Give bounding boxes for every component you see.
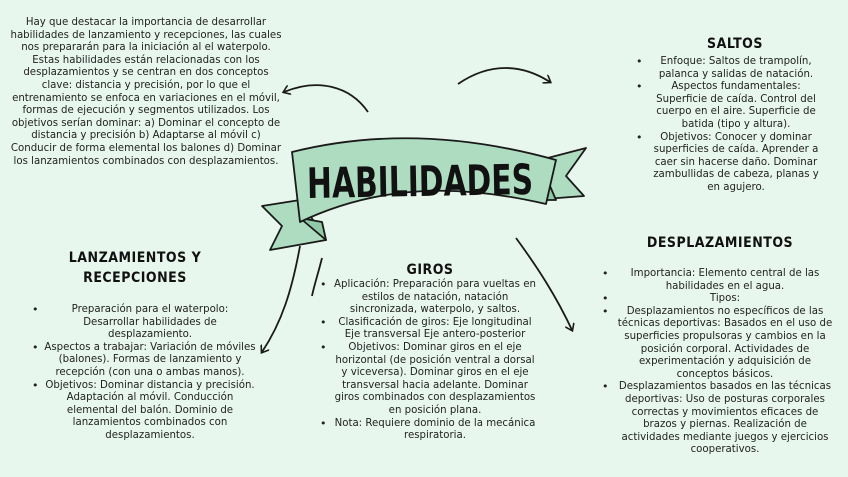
- center-title: HABILIDADES: [306, 153, 595, 208]
- arrow-to-lanzamientos: [262, 246, 300, 352]
- list-item: • Desplazamientos no específicos de las técnicas deportivas: Basados en el uso de superficies propulsoras y cambios en la posición corporal. Actividades de experimentación y adquisición de conceptos básicos.: [614, 306, 836, 382]
- list-item: • Desplazamientos basados en las técnicas deportivas: Uso de posturas corporales correctas y movimientos eficaces de brazos y piernas. Realización de actividades mediante juegos y ejercicios cooperativos.: [614, 381, 836, 457]
- giros-title: GIROS: [406, 262, 454, 278]
- desplazamientos-section: [600, 268, 836, 457]
- arrow-to-intro: [284, 85, 368, 112]
- list-item: • Clasificación de giros: Eje longitudinal Eje transversal Eje antero-posterior: [332, 317, 538, 342]
- saltos-title: SALTOS: [707, 36, 763, 52]
- list-item: • Nota: Requiere dominio de la mecánica respiratoria.: [332, 418, 538, 443]
- list-item: • Preparación para el waterpolo: Desarrollar habilidades de desplazamiento.: [44, 304, 256, 342]
- list-item: • Aspectos fundamentales: Superficie de caída. Control del cuerpo en el aire. Superficie de batida (tipo y altura).: [648, 81, 824, 131]
- list-item: • Tipos:: [614, 293, 836, 306]
- list-item: • Objetivos: Dominar distancia y precisión. Adaptación al móvil. Conducción elemental del balón. Dominio de lanzamientos combinados con desplazamientos.: [44, 380, 256, 443]
- saltos-section: [634, 56, 824, 195]
- arrow-to-saltos: [458, 68, 550, 84]
- lanzamientos-section: [30, 304, 256, 443]
- list-item: • Aplicación: Preparación para vueltas en estilos de natación, natación sincronizada, waterpolo, y saltos.: [332, 279, 538, 317]
- intro-text: Hay que destacar la importancia de desarrollar habilidades de lanzamiento y recepciones, las cuales nos prepararán para la iniciación al el waterpolo. Estas habilidades están relacionadas con los desplazamientos y se centran en dos conceptos clave: distancia y precisión, por lo que el entrenamiento se enfoca en variaciones en el móvil, formas de ejecución y segmentos utilizados. Los objetivos serían dominar: a) Dominar el concepto de distancia y precisión b) Adaptarse al móvil c) Conducir de forma elemental los balones d) Dominar los lanzamientos combinados con desplazamientos.: [10, 17, 282, 167]
- giros-section: [318, 279, 538, 443]
- list-item: • Objetivos: Conocer y dominar superficies de caída. Aprender a caer sin hacerse daño. Dominar zambullidas de cabeza, planas y en agujero.: [648, 132, 824, 195]
- lanzamientos-title: LANZAMIENTOS Y RECEPCIONES: [68, 250, 202, 286]
- list-item: • Aspectos a trabajar: Variación de móviles (balones). Formas de lanzamiento y recepción (con una o ambas manos).: [44, 342, 256, 380]
- list-item: • Objetivos: Dominar giros en el eje horizontal (de posición ventral a dorsal y viceversa). Dominar giros en el eje transversal hacia adelante. Dominar giros combinados con desplazamientos en posición plana.: [332, 342, 538, 418]
- desplazamientos-title: DESPLAZAMIENTOS: [646, 235, 794, 251]
- list-item: • Importancia: Elemento central de las habilidades en el agua.: [614, 268, 836, 293]
- list-item: • Enfoque: Saltos de trampolín, palanca y salidas de natación.: [648, 56, 824, 81]
